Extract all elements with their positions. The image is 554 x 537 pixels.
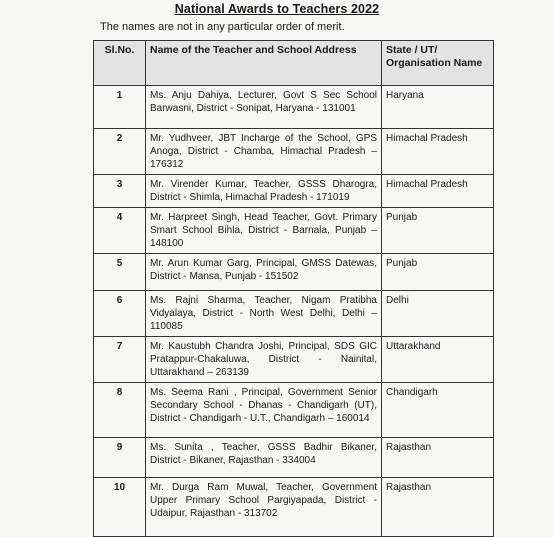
table-row bbox=[94, 337, 494, 383]
header-state: State / UT/ Organisation Name bbox=[382, 41, 494, 86]
header-name: Name of the Teacher and School Address bbox=[146, 41, 382, 86]
cell-state: Delhi bbox=[382, 291, 494, 337]
table-header-row bbox=[94, 41, 494, 86]
cell-teacher-name: Ms. Anju Dahiya, Lecturer, Govt S Sec School Barwasni, District - Sonipat, Haryana - 131001 bbox=[146, 86, 382, 129]
cell-state: Rajasthan bbox=[382, 438, 494, 478]
cell-state: Uttarakhand bbox=[382, 337, 494, 383]
cell-state: Himachal Pradesh bbox=[382, 129, 494, 175]
cell-state: Punjab bbox=[382, 208, 494, 254]
page-title: National Awards to Teachers 2022 bbox=[174, 2, 380, 16]
cell-teacher-name: Mr. Arun Kumar Garg, Principal, GMSS Datewas, District - Mansa, Punjab - 151502 bbox=[146, 254, 382, 291]
cell-sl-no: 10 bbox=[94, 478, 146, 537]
cell-sl-no: 1 bbox=[94, 86, 146, 129]
cell-sl-no: 5 bbox=[94, 254, 146, 291]
table-row bbox=[94, 86, 494, 129]
table-row bbox=[94, 291, 494, 337]
cell-teacher-name: Ms. Seema Rani , Principal, Government Senior Secondary School - Dhanas - Chandigarh (UT), District - Chandigarh - U.T., Chandigarh – 160014 bbox=[146, 383, 382, 438]
cell-sl-no: 2 bbox=[94, 129, 146, 175]
cell-state: Haryana bbox=[382, 86, 494, 129]
table-row bbox=[94, 208, 494, 254]
cell-sl-no: 4 bbox=[94, 208, 146, 254]
cell-sl-no: 6 bbox=[94, 291, 146, 337]
cell-teacher-name: Ms. Sunita , Teacher, GSSS Badhir Bikaner, District - Bikaner, Rajasthan - 334004 bbox=[146, 438, 382, 478]
table-row bbox=[94, 438, 494, 478]
cell-teacher-name: Mr. Harpreet Singh, Head Teacher, Govt. Primary Smart School Bihla, District - Barnala, Punjab – 148100 bbox=[146, 208, 382, 254]
header-sl-no: Sl.No. bbox=[94, 41, 146, 86]
table-row bbox=[94, 383, 494, 438]
cell-teacher-name: Mr. Virender Kumar, Teacher, GSSS Dharogra, District - Shimla, Himachal Pradesh - 171019 bbox=[146, 175, 382, 208]
table-row bbox=[94, 175, 494, 208]
cell-state: Rajasthan bbox=[382, 478, 494, 537]
cell-sl-no: 7 bbox=[94, 337, 146, 383]
merit-note: The names are not in any particular order of merit. bbox=[100, 21, 345, 33]
table-row bbox=[94, 478, 494, 537]
awards-table bbox=[93, 40, 494, 537]
cell-teacher-name: Ms. Rajni Sharma, Teacher, Nigam Pratibha Vidyalaya, District - North West Delhi, Delhi – 110085 bbox=[146, 291, 382, 337]
cell-state: Chandigarh bbox=[382, 383, 494, 438]
cell-teacher-name: Mr. Durga Ram Muwal, Teacher, Government Upper Primary School Pargiyapada, District - Udaipur, Rajasthan - 313702 bbox=[146, 478, 382, 537]
cell-teacher-name: Mr. Yudhveer, JBT Incharge of the School, GPS Anoga, District - Chamba, Himachal Pradesh – 176312 bbox=[146, 129, 382, 175]
cell-teacher-name: Mr. Kaustubh Chandra Joshi, Principal, SDS GIC Pratappur-Chakaluwa, District - Nainital, Uttarakhand – 263139 bbox=[146, 337, 382, 383]
cell-state: Punjab bbox=[382, 254, 494, 291]
cell-state: Himachal Pradesh bbox=[382, 175, 494, 208]
cell-sl-no: 9 bbox=[94, 438, 146, 478]
cell-sl-no: 8 bbox=[94, 383, 146, 438]
table-row bbox=[94, 129, 494, 175]
table-row bbox=[94, 254, 494, 291]
cell-sl-no: 3 bbox=[94, 175, 146, 208]
